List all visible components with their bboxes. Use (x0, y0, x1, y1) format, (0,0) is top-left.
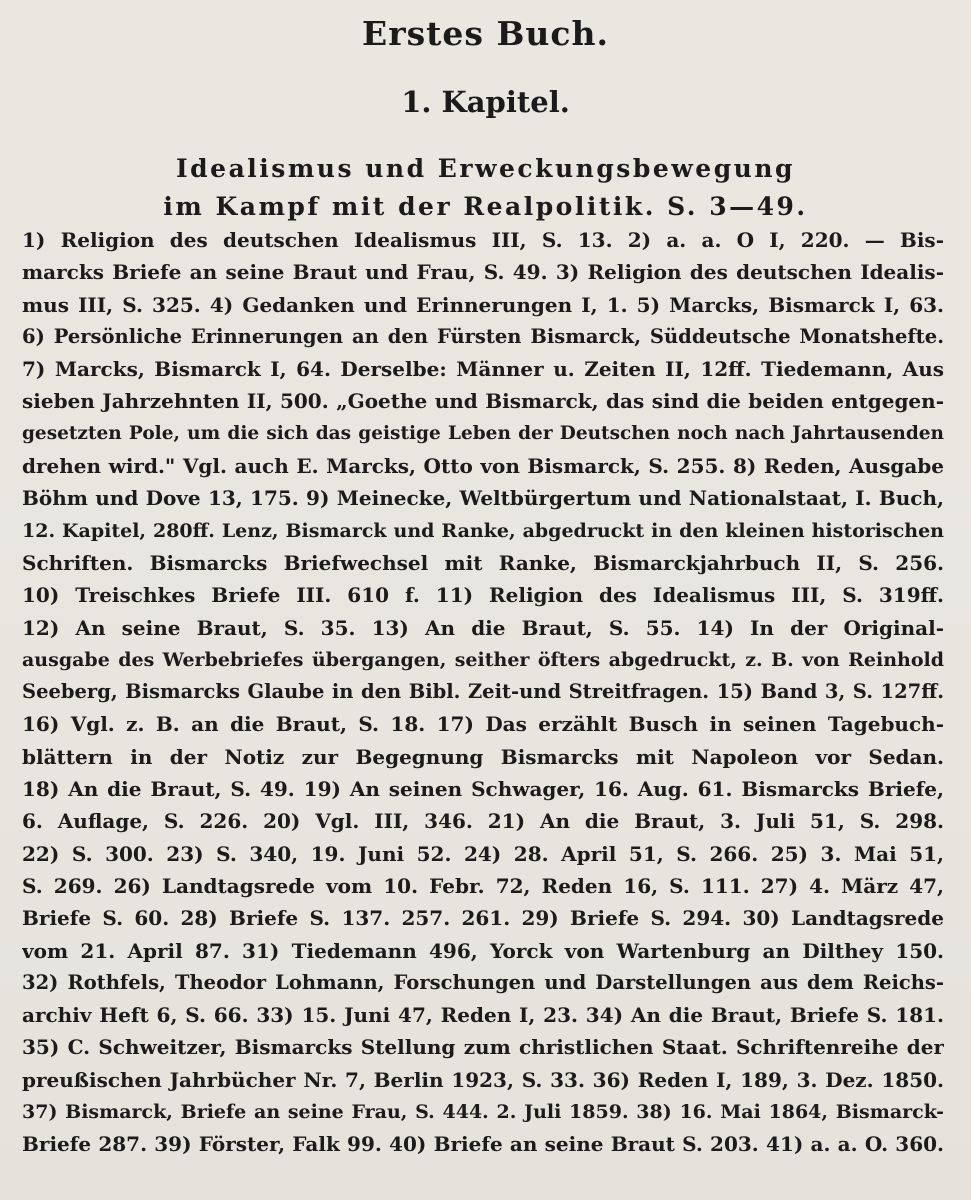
note-line: Briefe S. 60. 28) Briefe S. 137. 257. 261. 29) Briefe S. 294. 30) Landtagsrede (22, 906, 944, 931)
note-line: S. 269. 26) Landtagsrede vom 10. Febr. 72, Reden 16, S. 111. 27) 4. März 47, (22, 873, 944, 898)
note-line: 7) Marcks, Bismarck I, 64. Derselbe: Männer u. Zeiten II, 12ff. Tiedemann, Aus (22, 357, 944, 382)
endnotes-block (22, 224, 944, 1161)
note-line: ausgabe des Werbebriefes übergangen, seither öfters abgedruckt, z. B. von Reinhold (22, 648, 944, 671)
note-line: sieben Jahrzehnten II, 500. „Goethe und Bismarck, das sind die beiden entgegen- (22, 389, 944, 414)
note-line: 18) An die Braut, S. 49. 19) An seinen Schwager, 16. Aug. 61. Bismarcks Briefe, (22, 777, 944, 802)
note-line: 6) Persönliche Erinnerungen an den Fürsten Bismarck, Süddeutsche Monatshefte. (22, 324, 944, 348)
note-line: preußischen Jahrbücher Nr. 7, Berlin 1923, S. 33. 36) Reden I, 189, 3. Dez. 1850. (22, 1067, 944, 1092)
note-line: mus III, S. 325. 4) Gedanken und Erinnerungen I, 1. 5) Marcks, Bismarck I, 63. (22, 292, 944, 317)
note-line: 12) An seine Braut, S. 35. 13) An die Braut, S. 55. 14) In der Original- (22, 615, 944, 640)
note-line: 1) Religion des deutschen Idealismus III, S. 13. 2) a. a. O I, 220. — Bis- (22, 228, 944, 252)
note-line: vom 21. April 87. 31) Tiedemann 496, Yorck von Wartenburg an Dilthey 150. (22, 938, 944, 963)
chapter-title: 1. Kapitel. (401, 85, 570, 119)
note-line: 6. Auflage, S. 226. 20) Vgl. III, 346. 21) An die Braut, 3. Juli 51, S. 298. (22, 809, 944, 834)
section-heading-line: im Kampf mit der Realpolitik. S. 3—49. (163, 192, 808, 221)
book-title: Erstes Buch. (362, 14, 609, 53)
note-line: 16) Vgl. z. B. an die Braut, S. 18. 17) Das erzählt Busch in seinen Tagebuch- (22, 712, 944, 737)
note-line: Seeberg, Bismarcks Glaube in den Bibl. Zeit-und Streitfragen. 15) Band 3, S. 127ff. (22, 680, 944, 704)
note-line: archiv Heft 6, S. 66. 33) 15. Juni 47, Reden I, 23. 34) An die Braut, Briefe S. 181. (22, 1003, 944, 1028)
note-line: Schriften. Bismarcks Briefwechsel mit Ranke, Bismarckjahrbuch II, S. 256. (22, 550, 944, 575)
note-line: 10) Treischkes Briefe III. 610 f. 11) Religion des Idealismus III, S. 319ff. (22, 583, 944, 608)
note-line: Briefe 287. 39) Förster, Falk 99. 40) Briefe an seine Braut S. 203. 41) a. a. O. 360. (22, 1132, 944, 1157)
note-line: drehen wird." Vgl. auch E. Marcks, Otto von Bismarck, S. 255. 8) Reden, Ausgabe (22, 454, 944, 479)
note-line: gesetzten Pole, um die sich das geistige Leben der Deutschen noch nach Jahrtausenden (22, 422, 944, 444)
note-line: blättern in der Notiz zur Begegnung Bismarcks mit Napoleon vor Sedan. (22, 744, 944, 769)
note-line: 32) Rothfels, Theodor Lohmann, Forschungen und Darstellungen aus dem Reichs- (22, 970, 944, 994)
section-heading (0, 150, 971, 226)
note-line: marcks Briefe an seine Braut und Frau, S. 49. 3) Religion des deutschen Idealis- (22, 260, 944, 285)
section-heading-line: Idealismus und Erweckungsbewegung (175, 154, 796, 183)
note-line: 22) S. 300. 23) S. 340, 19. Juni 52. 24) 28. April 51, S. 266. 25) 3. Mai 51, (22, 841, 944, 866)
note-line: Böhm und Dove 13, 175. 9) Meinecke, Weltbürgertum und Nationalstaat, I. Buch, (22, 486, 944, 511)
note-line: 12. Kapitel, 280ff. Lenz, Bismarck und Ranke, abgedruckt in den kleinen historischen (22, 519, 944, 542)
note-line: 37) Bismarck, Briefe an seine Frau, S. 444. 2. Juli 1859. 38) 16. Mai 1864, Bismarck- (22, 1101, 944, 1124)
note-line: 35) C. Schweitzer, Bismarcks Stellung zum christlichen Staat. Schriftenreihe der (22, 1035, 944, 1060)
